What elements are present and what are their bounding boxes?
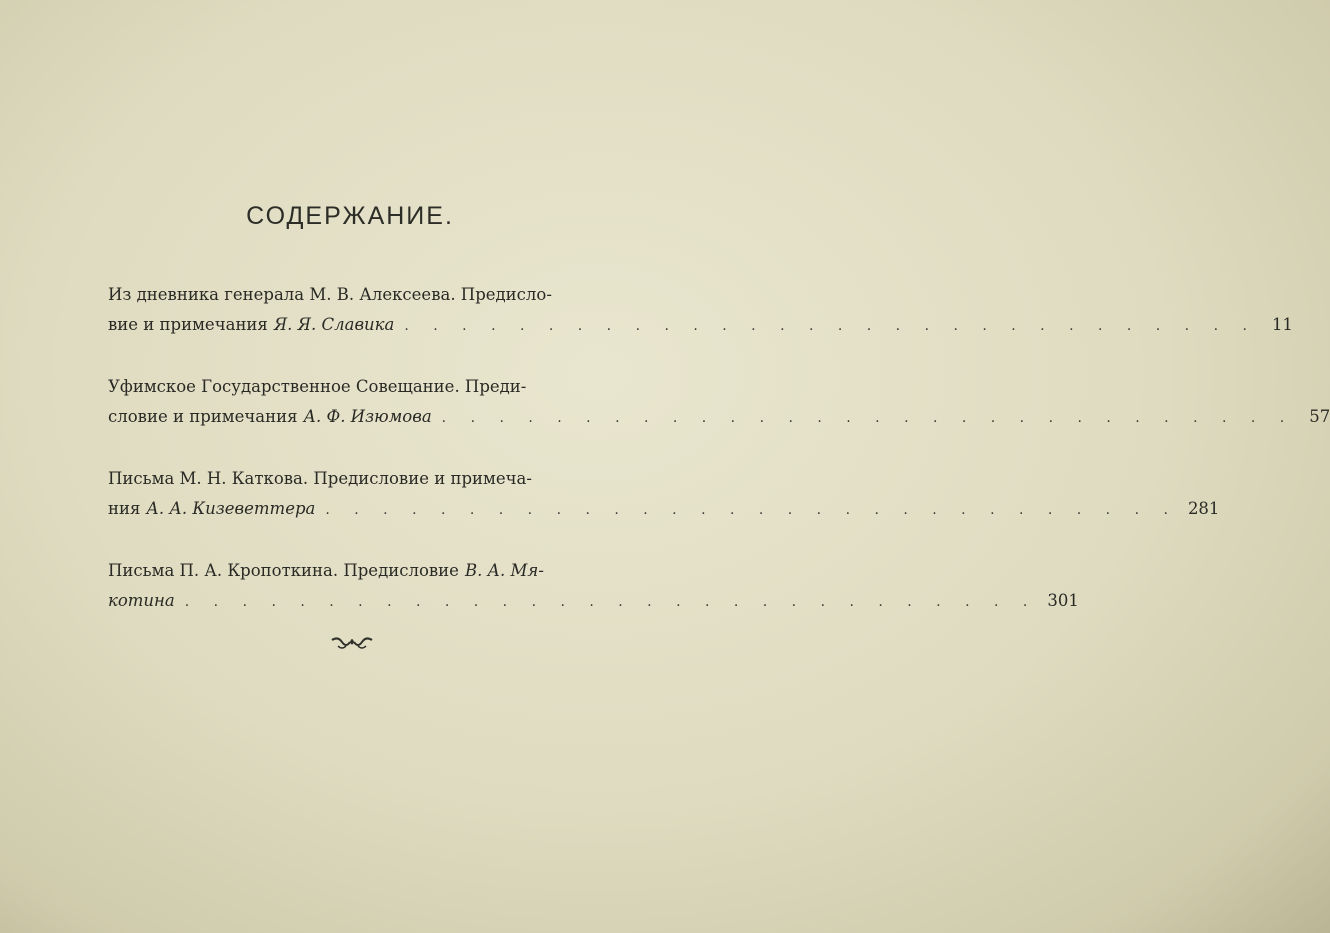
toc-entry-line1 [108, 556, 598, 586]
toc-entry-author: В. А. Мя- [464, 561, 544, 580]
toc-entry-text: вие и примечания [108, 315, 268, 334]
toc-entry-line2 [108, 494, 1220, 524]
toc-entry [108, 556, 1079, 616]
toc-entry-line1: Уфимское Государственное Совещание. Преди- [108, 377, 527, 396]
dot-leader: . . . . . . . . . . . . . . . . . . . . . . . . . . . . . . [404, 318, 1257, 334]
toc-entry-author: А. А. Кизеветтера [146, 499, 316, 518]
toc-page-number: 57 [1309, 407, 1330, 426]
toc-entry-line1: Письма М. Н. Каткова. Предисловие и примеча- [108, 469, 532, 488]
toc-entry-text: словие и примечания [108, 407, 298, 426]
toc-page-number: 281 [1187, 499, 1220, 518]
toc-page-number: 11 [1271, 315, 1293, 334]
toc-entry [108, 280, 1293, 340]
page-title: СОДЕРЖАНИЕ. [246, 202, 454, 230]
toc-entry-line2 [108, 402, 1330, 432]
dot-leader: . . . . . . . . . . . . . . . . . . . . . . . . . . . . . . [184, 594, 1038, 610]
toc-entry-text: ния [108, 499, 141, 518]
toc-entry-line2 [108, 310, 1293, 340]
dot-leader: . . . . . . . . . . . . . . . . . . . . . . . . . . . . . . [441, 410, 1295, 426]
toc-entry-author: А. Ф. Изюмова [303, 407, 432, 426]
toc-entry [108, 464, 1220, 524]
toc-entry-line1: Из дневника генерала М. В. Алексеева. Предисло- [108, 285, 552, 304]
toc-entry-line2 [108, 586, 1079, 616]
dot-leader: . . . . . . . . . . . . . . . . . . . . . . . . . . . . . . [325, 502, 1178, 518]
toc-entry-text: Письма П. А. Кропоткина. Предисловие [108, 561, 459, 580]
table-of-contents [108, 280, 1330, 648]
toc-entry [108, 372, 1330, 432]
toc-entry-author: котина [108, 591, 175, 610]
toc-entry-author: Я. Я. Славика [273, 315, 395, 334]
toc-page-number: 301 [1047, 591, 1079, 610]
floral-ornament-icon [328, 632, 376, 654]
